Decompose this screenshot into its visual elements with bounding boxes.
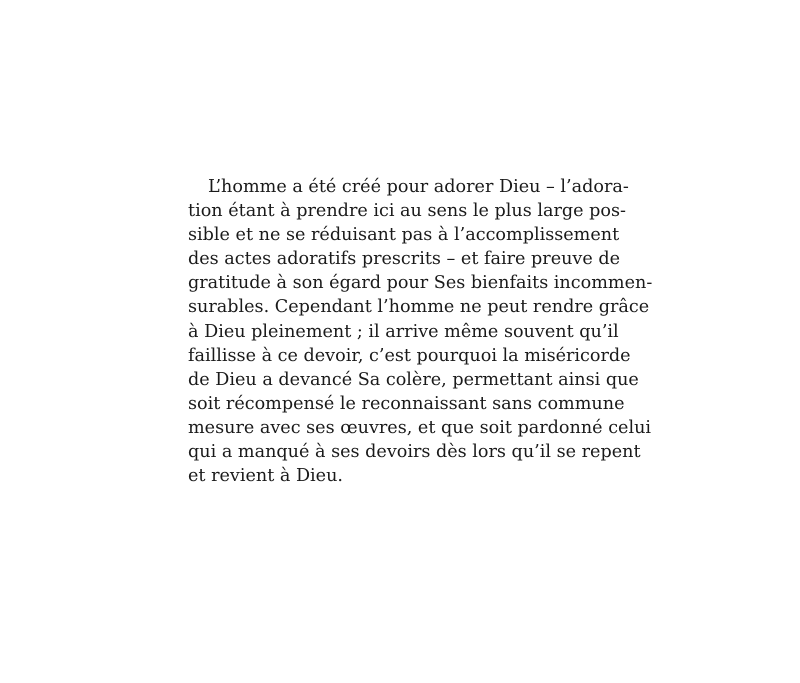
body-paragraph xyxy=(188,175,653,488)
paragraph-line-2: tion étant à prendre ici au sens le plus large pos- xyxy=(188,201,626,222)
paragraph-line-5: gratitude à son égard pour Ses bienfaits incommen- xyxy=(188,273,653,294)
paragraph-line-3: sible et ne se réduisant pas à l’accomplissement xyxy=(188,225,620,246)
paragraph-line-8: faillisse à ce devoir, c’est pourquoi la miséricorde xyxy=(188,345,631,366)
paragraph-line-11: mesure avec ses œuvres, et que soit pardonné celui xyxy=(188,417,652,438)
paragraph-line-10: soit récompensé le reconnaissant sans commune xyxy=(188,393,625,414)
paragraph-line-6: surables. Cependant l’homme ne peut rendre grâce xyxy=(188,297,650,318)
paragraph-line-4: des actes adoratifs prescrits – et faire preuve de xyxy=(188,249,621,270)
paragraph-line-7: à Dieu pleinement ; il arrive même souvent qu’il xyxy=(188,321,619,342)
paragraph-line-9: de Dieu a devancé Sa colère, permettant ainsi que xyxy=(188,369,639,390)
paragraph-line-12: qui a manqué à ses devoirs dès lors qu’il se repent xyxy=(188,442,641,463)
paragraph-line-13: et revient à Dieu. xyxy=(188,466,344,487)
paragraph-line-1: L’homme a été créé pour adorer Dieu – l’adora- xyxy=(208,177,629,197)
